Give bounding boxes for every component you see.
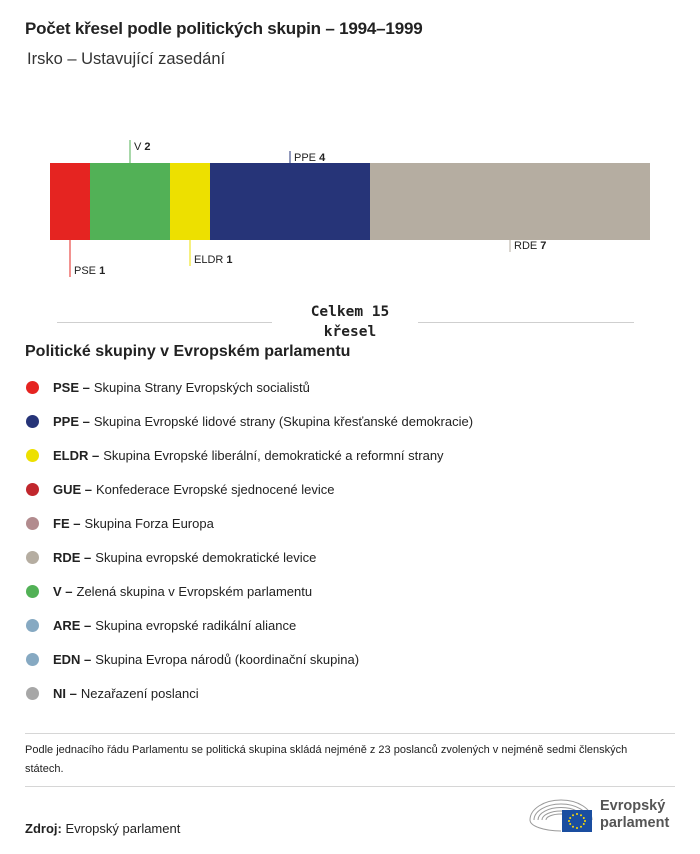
legend-abbr: RDE – (53, 549, 92, 565)
bar-label-value: 1 (226, 254, 233, 266)
bar-segment-v (90, 163, 170, 240)
bar-segment-eldr (170, 163, 210, 240)
bar-label-rde (514, 240, 546, 252)
legend-name: Skupina evropské demokratické levice (95, 549, 317, 565)
total-divider-right (418, 322, 634, 323)
chart-title: Počet křesel podle politických skupin – 1994–1999 (25, 19, 423, 38)
footnote: Podle jednacího řádu Parlamentu se politická skupina skládá nejméně z 23 poslanců zvolených v nejméně sedmi členských státech. (25, 744, 628, 775)
bar-label-value: 1 (99, 265, 106, 277)
legend-name: Skupina Forza Europa (84, 515, 214, 531)
bar-label-value: 4 (319, 152, 326, 164)
source (25, 821, 180, 836)
bar-label-ppe (294, 152, 326, 164)
legend-name: Konfederace Evropské sjednocené levice (96, 481, 335, 497)
legend-abbr: EDN – (53, 651, 92, 667)
legend-item (25, 574, 685, 608)
legend (25, 370, 685, 710)
parliament-hemicycle-icon (528, 796, 594, 834)
note-divider-bottom (25, 786, 675, 787)
bar-label-v (134, 141, 151, 153)
legend-item (25, 472, 685, 506)
bar-label-category: PSE (74, 265, 97, 277)
legend-color-dot (26, 449, 39, 462)
bar-label-eldr (194, 254, 233, 266)
bar-label-category: RDE (514, 240, 538, 252)
legend-abbr: NI – (53, 685, 77, 701)
bar-label-category: V (134, 141, 142, 153)
seat-bar-chart (0, 130, 700, 290)
legend-name: Zelená skupina v Evropském parlamentu (76, 583, 313, 599)
bar-segment-pse (50, 163, 90, 240)
total-divider-left (57, 322, 272, 323)
legend-color-dot (26, 687, 39, 700)
legend-name: Skupina Evropské lidové strany (Skupina křesťanské demokracie) (93, 413, 474, 429)
legend-item (25, 608, 685, 642)
legend-abbr: V – (53, 583, 73, 599)
ep-logo-line1: Evropský (600, 798, 666, 814)
legend-title: Politické skupiny v Evropském parlamentu (25, 343, 351, 360)
legend-abbr: PPE – (53, 413, 90, 429)
legend-name: Skupina Strany Evropských socialistů (93, 379, 310, 395)
legend-color-dot (26, 619, 39, 632)
total-seats-count: Celkem 15 (310, 304, 390, 320)
bar-label-category: PPE (294, 152, 317, 164)
total-seats (290, 302, 410, 342)
legend-abbr: ARE – (53, 617, 92, 633)
bar-label-pse (74, 265, 105, 277)
legend-name: Nezařazení poslanci (80, 685, 199, 701)
legend-color-dot (26, 585, 39, 598)
legend-color-dot (26, 415, 39, 428)
legend-abbr: PSE – (53, 379, 90, 395)
bar-segment-ppe (210, 163, 370, 240)
legend-item (25, 506, 685, 540)
legend-item (25, 642, 685, 676)
note-divider-top (25, 733, 675, 734)
legend-name: Skupina Evropské liberální, demokratické a reformní strany (103, 447, 444, 463)
bar-label-value: 2 (144, 141, 151, 153)
legend-color-dot (26, 653, 39, 666)
legend-item (25, 370, 685, 404)
legend-color-dot (26, 483, 39, 496)
bar-label-category: ELDR (194, 254, 224, 266)
source-label: Zdroj: (25, 821, 62, 836)
legend-item (25, 438, 685, 472)
source-value: Evropský parlament (65, 821, 181, 836)
bar-label-value: 7 (540, 240, 547, 252)
legend-color-dot (26, 381, 39, 394)
chart-subtitle: Irsko – Ustavující zasedání (27, 50, 226, 68)
legend-abbr: FE – (53, 515, 81, 531)
legend-item (25, 404, 685, 438)
total-seats-unit: křesel (323, 324, 377, 340)
ep-logo (528, 796, 678, 836)
bar-segment-rde (370, 163, 650, 240)
legend-name: Skupina Evropa národů (koordinační skupina) (95, 651, 360, 667)
legend-abbr: GUE – (53, 481, 93, 497)
legend-color-dot (26, 517, 39, 530)
legend-item (25, 676, 685, 710)
legend-color-dot (26, 551, 39, 564)
legend-abbr: ELDR – (53, 447, 100, 463)
legend-item (25, 540, 685, 574)
legend-name: Skupina evropské radikální aliance (95, 617, 297, 633)
ep-logo-line2: parlament (600, 815, 670, 831)
ep-logo-text (600, 798, 669, 832)
